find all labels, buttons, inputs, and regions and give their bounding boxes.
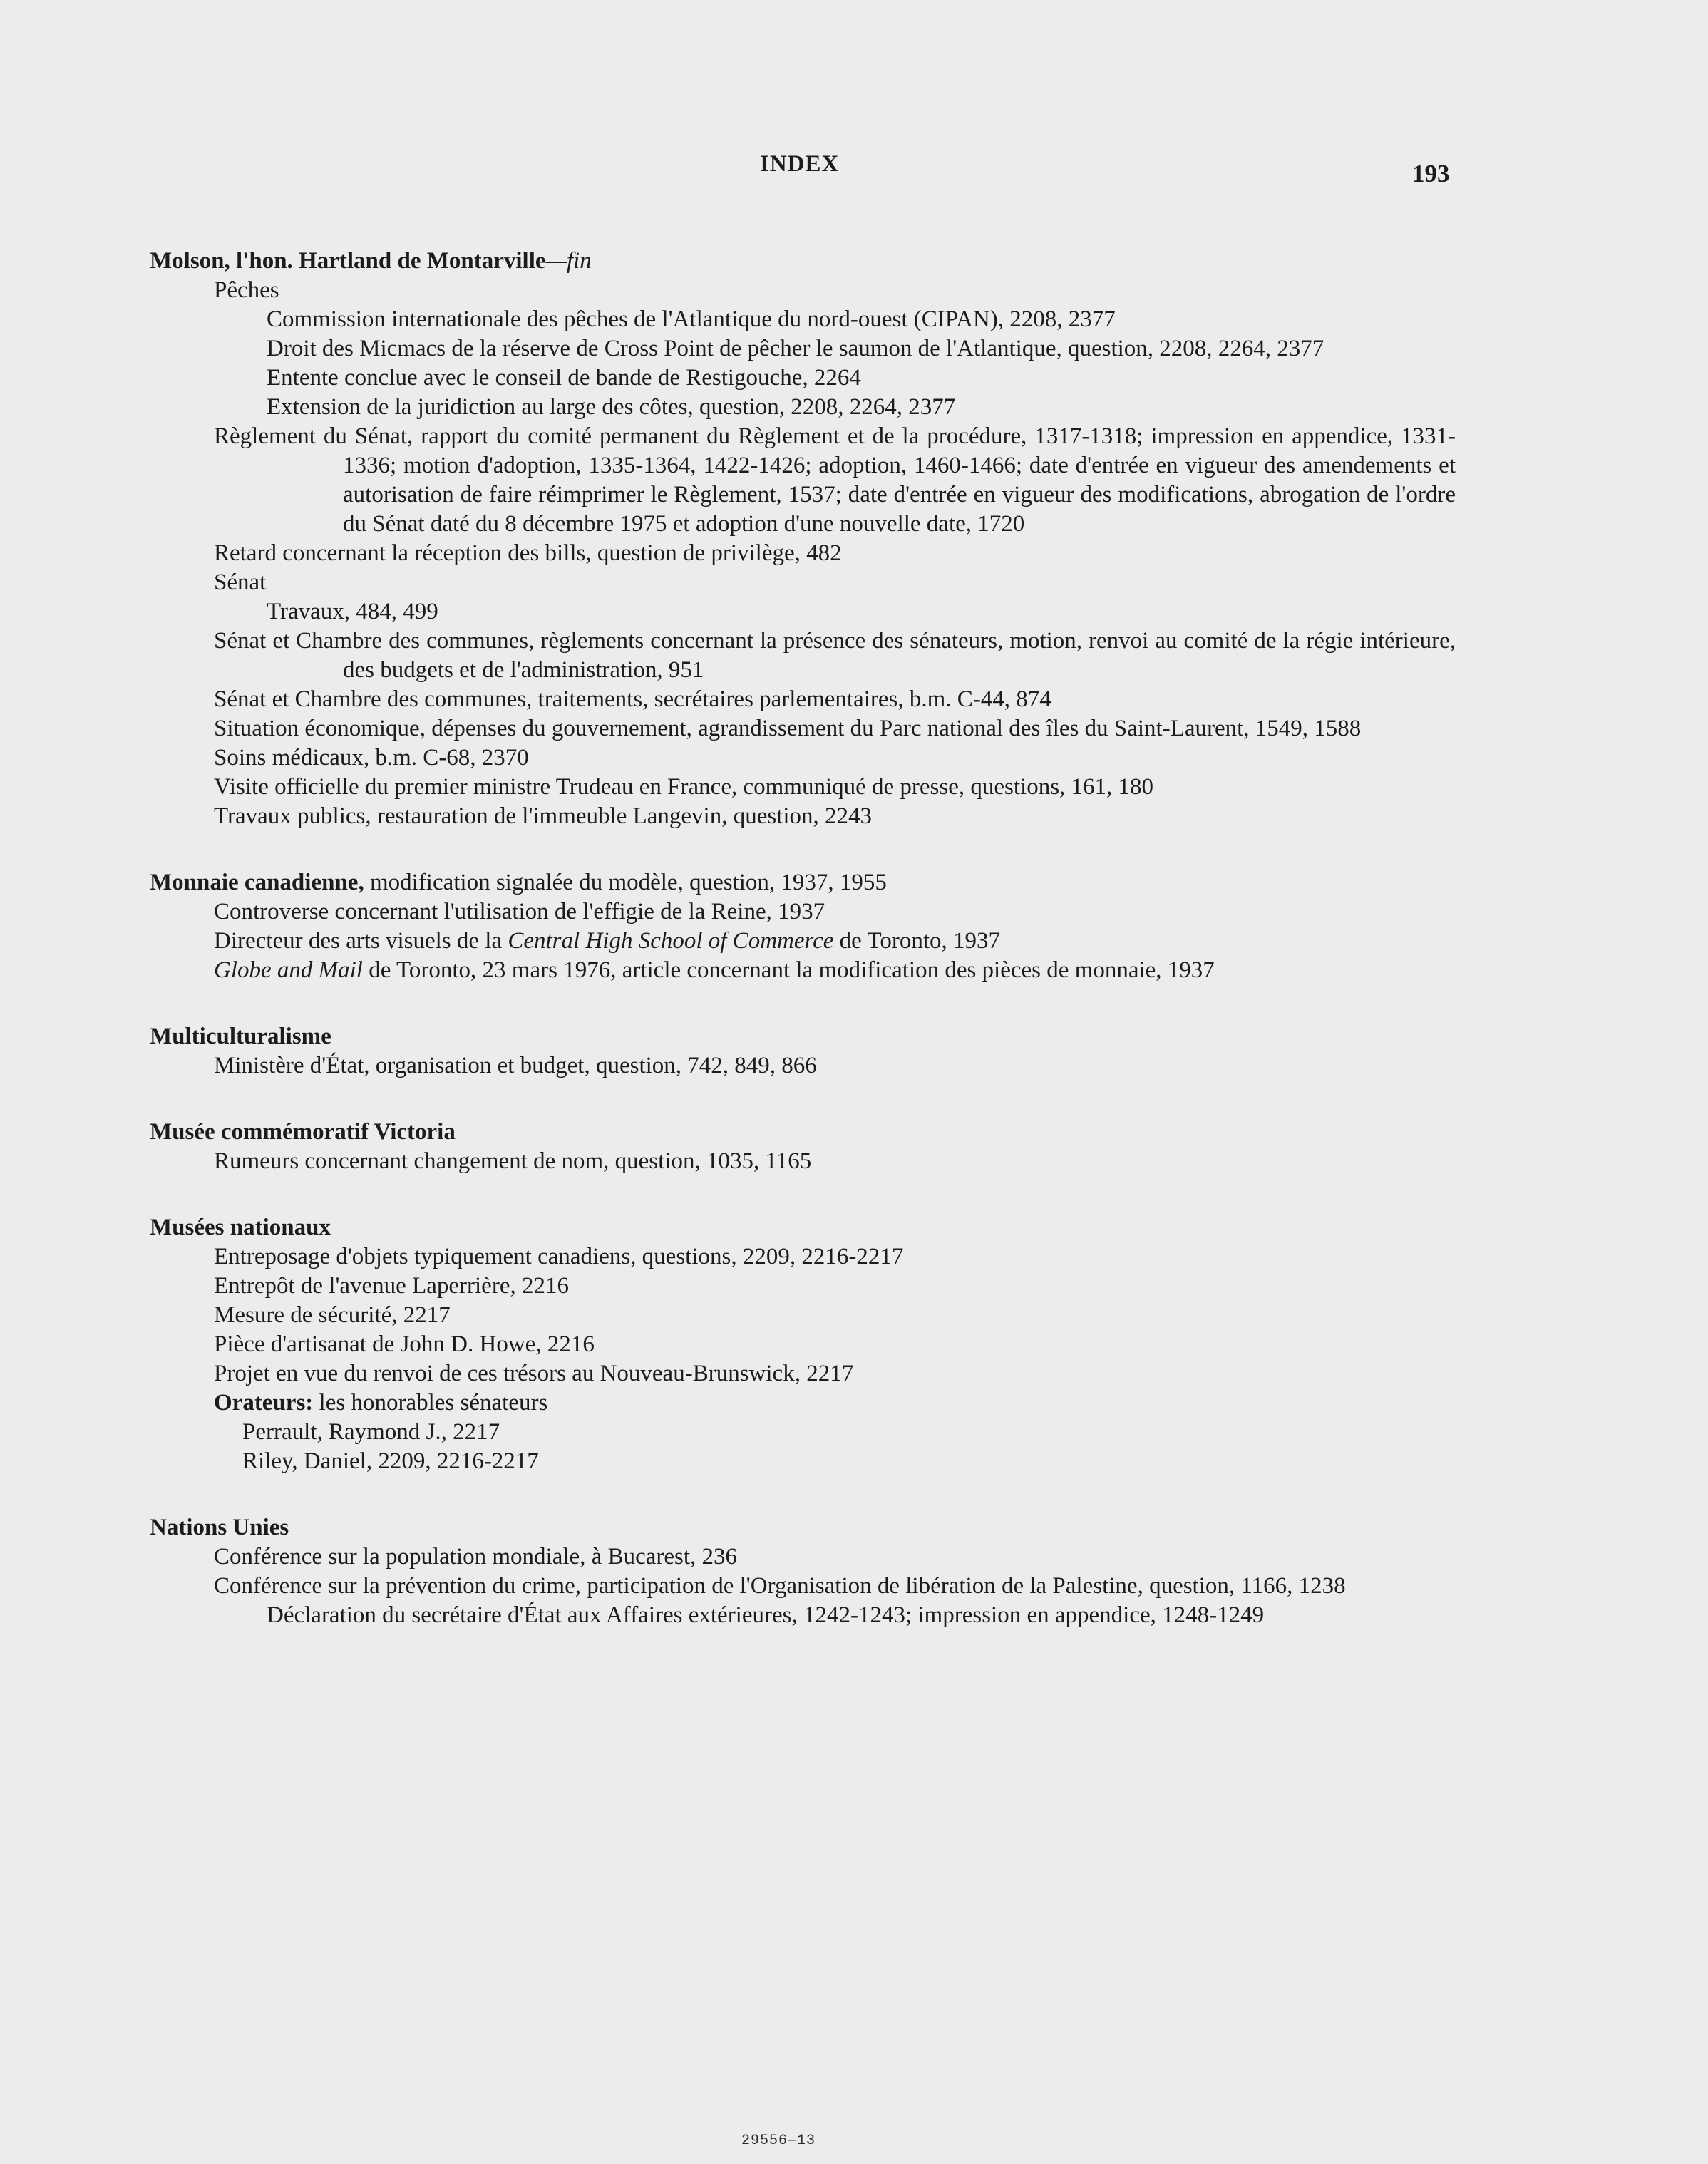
subentry: Projet en vue du renvoi de ces trésors au Nouveau-Brunswick, 2217 [214, 1361, 854, 1386]
sub-subentry: Déclaration du secrétaire d'État aux Affaires extérieures, 1242-1243; impression en appendice, 1248-1249 [267, 1602, 1265, 1628]
subentry: Sénat et Chambre des communes, règlements concernant la présence des sénateurs, motion, renvoi au comité de la régie intérieure, des budgets et de l'administration, 951 [214, 628, 1456, 683]
page-number: 193 [1412, 160, 1450, 187]
printer-code: 29556—13 [741, 2133, 816, 2149]
subentry: Entrepôt de l'avenue Laperrière, 2216 [214, 1273, 569, 1299]
subentry-prefix: Directeur des arts visuels de la [214, 928, 508, 954]
subentry: Conférence sur la population mondiale, à Bucarest, 236 [214, 1544, 738, 1570]
heading-rest: modification signalée du modèle, question, 1937, 1955 [364, 870, 887, 895]
entry-heading [150, 247, 1456, 276]
sub-subentry: Commission internationale des pêches de l'Atlantique du nord-ouest (CIPAN), 2208, 2377 [267, 306, 1116, 332]
sub-subentry: Travaux, 484, 499 [267, 599, 438, 624]
index-entry-monnaie-canadienne [150, 868, 1456, 985]
subentry [150, 927, 1456, 956]
italic-title: Central High School of Commerce [508, 928, 834, 954]
heading-continued: —fin [545, 248, 592, 274]
index-entry-musees-nationaux [150, 1213, 1456, 1476]
subentry: Sénat [214, 570, 267, 595]
sub-subentry: Extension de la juridiction au large des côtes, question, 2208, 2264, 2377 [267, 394, 956, 420]
subentry: Soins médicaux, b.m. C-68, 2370 [214, 745, 529, 771]
heading-text: Molson, l'hon. Hartland de Montarville [150, 248, 546, 274]
index-body [150, 247, 1456, 1667]
subentry: Pêches [214, 277, 279, 303]
entry-heading: Musée commémoratif Victoria [150, 1119, 456, 1145]
subentry: Sénat et Chambre des communes, traitements, secrétaires parlementaires, b.m. C-44, 874 [214, 686, 1051, 712]
entry-heading: Multiculturalisme [150, 1024, 331, 1049]
sub-subentry: Droit des Micmacs de la réserve de Cross Point de pêcher le saumon de l'Atlantique, question, 2208, 2264, 2377 [267, 336, 1324, 361]
index-entry-molson [150, 247, 1456, 831]
subentry [150, 956, 1456, 985]
orator: Riley, Daniel, 2209, 2216-2217 [242, 1448, 539, 1474]
subentry-suffix: de Toronto, 23 mars 1976, article concernant la modification des pièces de monnaie, 1937 [369, 957, 1215, 983]
subentry: Pièce d'artisanat de John D. Howe, 2216 [214, 1331, 595, 1357]
subentry: Travaux publics, restauration de l'immeuble Langevin, question, 2243 [214, 803, 873, 829]
subentry: Ministère d'État, organisation et budget, question, 742, 849, 866 [214, 1053, 817, 1078]
italic-title: Globe and Mail [214, 957, 363, 983]
page-header [0, 151, 1708, 194]
index-entry-multiculturalisme [150, 1022, 1456, 1081]
index-entry-musee-victoria [150, 1118, 1456, 1176]
subentry: Rumeurs concernant changement de nom, question, 1035, 1165 [214, 1148, 812, 1174]
running-head: INDEX [760, 151, 840, 177]
subentry-suffix: de Toronto, 1937 [839, 928, 1000, 954]
entry-heading [150, 868, 1456, 897]
orateurs-heading [150, 1388, 1456, 1418]
subentry: Règlement du Sénat, rapport du comité permanent du Règlement et de la procédure, 1317-1318; impression en appendice, 1331-1336; motion d'adoption, 1335-1364, 1422-1426; adoption, 1460-1466; date d'entrée en vigueur des amendements et autorisation de faire réimprimer le Règlement, 1537; date d'entrée en vigueur des modifications, abrogation de l'ordre du Sénat daté du 8 décembre 1975 et adoption d'une nouvelle date, 1720 [214, 423, 1456, 537]
entry-heading: Musées nationaux [150, 1215, 331, 1240]
heading-text: Monnaie canadienne, [150, 870, 364, 895]
subentry: Situation économique, dépenses du gouvernement, agrandissement du Parc national des îles du Saint-Laurent, 1549, 1588 [214, 716, 1362, 741]
entry-heading: Nations Unies [150, 1515, 289, 1540]
orator: Perrault, Raymond J., 2217 [242, 1419, 500, 1445]
orateurs-rest: les honorables sénateurs [313, 1390, 548, 1416]
subentry: Entreposage d'objets typiquement canadiens, questions, 2209, 2216-2217 [214, 1244, 904, 1269]
subentry: Conférence sur la prévention du crime, participation de l'Organisation de libération de la Palestine, question, 1166, 1238 [214, 1573, 1346, 1599]
subentry: Retard concernant la réception des bills, question de privilège, 482 [214, 540, 842, 566]
subentry: Mesure de sécurité, 2217 [214, 1302, 451, 1328]
orateurs-label: Orateurs: [214, 1390, 314, 1416]
subentry: Controverse concernant l'utilisation de l'effigie de la Reine, 1937 [214, 899, 825, 924]
subentry: Visite officielle du premier ministre Trudeau en France, communiqué de presse, questions, 161, 180 [214, 774, 1154, 800]
index-entry-nations-unies [150, 1513, 1456, 1630]
sub-subentry: Entente conclue avec le conseil de bande de Restigouche, 2264 [267, 365, 861, 391]
